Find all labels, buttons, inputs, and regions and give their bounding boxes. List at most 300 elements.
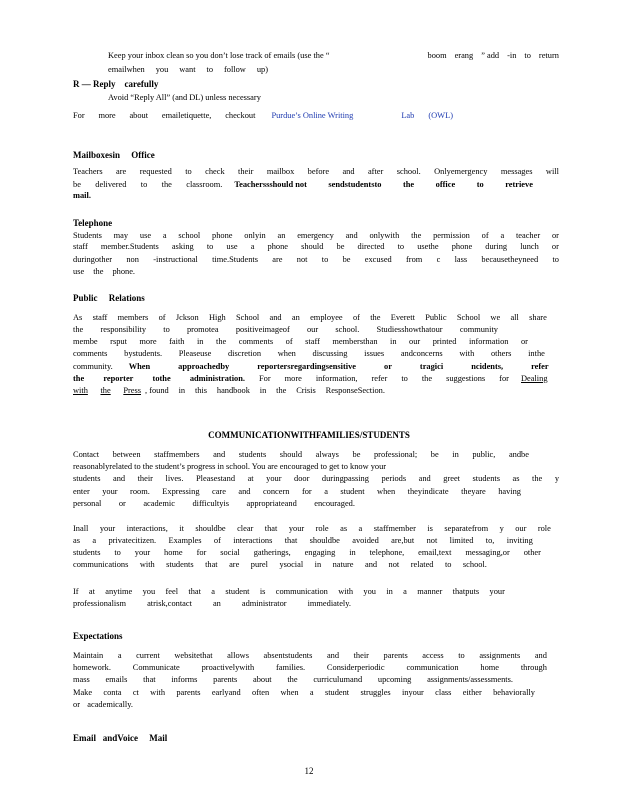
- word: theyindicate: [407, 487, 449, 496]
- comm-p2-line-3: [73, 548, 541, 558]
- word: students: [166, 560, 194, 569]
- word: membe: [73, 337, 98, 346]
- word: ncidents,: [471, 362, 504, 371]
- word: emails: [105, 675, 128, 684]
- word: to: [401, 374, 408, 383]
- word: a: [211, 587, 215, 596]
- word: , found: [145, 386, 169, 395]
- word: related: [410, 560, 434, 569]
- word: and: [534, 651, 547, 660]
- word: between: [112, 450, 141, 459]
- word: the: [287, 675, 298, 684]
- word: proactivelywith: [201, 663, 255, 672]
- communication-heading: COMMUNICATIONWITHFAMILIES/STUDENTS: [208, 430, 410, 440]
- expectations-heading: Expectations: [73, 631, 123, 641]
- word: communications: [73, 560, 129, 569]
- word: in: [349, 548, 356, 557]
- word: Examples: [168, 536, 202, 545]
- word: Teacherssshould not: [234, 180, 307, 189]
- word: the: [100, 386, 111, 395]
- word: ct: [132, 688, 139, 697]
- word: struggles: [360, 688, 391, 697]
- word: in: [196, 337, 204, 346]
- word: ResponseSection.: [325, 386, 385, 395]
- expectations-line-4: [73, 688, 535, 698]
- word: and: [342, 167, 355, 176]
- word: refer: [531, 362, 549, 371]
- word: a: [403, 587, 407, 596]
- word: websitethat: [174, 651, 213, 660]
- expectations-line-3: [73, 675, 513, 685]
- word: and: [418, 474, 431, 483]
- dealing-with-press-link-cont[interactable]: [73, 386, 141, 396]
- word: membersthan: [332, 337, 378, 346]
- word: more: [139, 337, 157, 346]
- word: through: [520, 663, 547, 672]
- word: approachedby: [178, 362, 230, 371]
- word: in: [390, 337, 397, 346]
- word: to: [444, 560, 452, 569]
- word: homework.: [73, 663, 111, 672]
- word: up): [256, 65, 268, 74]
- word: Jckson: [175, 313, 199, 322]
- word: mass: [73, 675, 90, 684]
- word: school: [178, 231, 201, 240]
- word: the: [411, 231, 422, 240]
- word: As: [73, 313, 83, 322]
- word: your: [489, 587, 505, 596]
- word: use: [226, 242, 238, 251]
- word: as: [340, 524, 348, 533]
- word: families.: [276, 663, 306, 672]
- word: room.: [130, 487, 150, 496]
- word: their: [353, 651, 369, 660]
- word: lives.: [165, 474, 184, 483]
- word: information,: [315, 374, 358, 383]
- word: If: [73, 587, 79, 596]
- word: atrisk,contact: [147, 599, 192, 608]
- word: tothe: [152, 374, 171, 383]
- word: communication: [275, 587, 328, 596]
- word: with: [459, 349, 475, 358]
- comm-p2-line-4: [73, 560, 487, 570]
- word: inviting: [506, 536, 533, 545]
- word: messages: [500, 167, 533, 176]
- word: Public: [425, 313, 447, 322]
- mailboxes-line-3: mail.: [73, 191, 91, 200]
- word: phone: [212, 231, 233, 240]
- word: refer: [371, 374, 388, 383]
- word: or: [73, 700, 80, 709]
- word: information: [468, 337, 509, 346]
- word: discussing: [312, 349, 348, 358]
- word: is: [259, 587, 266, 596]
- word: retrieve: [505, 180, 533, 189]
- word: assignments: [479, 651, 521, 660]
- word: when: [277, 349, 296, 358]
- word: students: [472, 474, 500, 483]
- word: Onlyemergency: [434, 167, 488, 176]
- word: as: [512, 474, 520, 483]
- word: the: [73, 325, 84, 334]
- word: and: [269, 313, 282, 322]
- word: positiveimageof: [235, 325, 290, 334]
- word: the: [276, 386, 287, 395]
- word: not: [296, 255, 308, 264]
- mailboxes-line-1: [73, 167, 559, 177]
- word: theyare: [461, 487, 486, 496]
- word: c: [436, 255, 441, 264]
- word: asking: [171, 242, 194, 251]
- word: printed: [432, 337, 457, 346]
- word: or: [551, 242, 559, 251]
- inbox-tip-line-1: Keep your inbox clean so you don’t lose track of emails (use the “ boom erang ” add -in to return: [108, 51, 559, 60]
- comm-p3-line-1: [73, 587, 505, 597]
- word: academically.: [87, 700, 133, 709]
- word: a: [117, 651, 122, 660]
- word: clear: [237, 524, 254, 533]
- comm-p2-line-2: [73, 536, 533, 546]
- word: y: [499, 524, 504, 533]
- word: our: [515, 524, 527, 533]
- word: faith: [169, 337, 185, 346]
- word: school.: [335, 325, 360, 334]
- reply-carefully-heading: R — Reply carefully: [73, 79, 159, 89]
- word: administrator: [241, 599, 287, 608]
- word: High: [208, 313, 226, 322]
- word: parents: [176, 688, 201, 697]
- word: nature: [332, 560, 354, 569]
- word: may: [113, 231, 129, 240]
- word: all: [510, 313, 519, 322]
- word: public,: [472, 450, 496, 459]
- pr-line-5: community. When approachedby reportersregardingsensitive or tragici ncidents, refer: [73, 362, 549, 371]
- word: role: [537, 524, 551, 533]
- word: to: [163, 325, 170, 334]
- mailboxes-heading: Mailboxesin Office: [73, 150, 155, 160]
- word: school.: [462, 560, 487, 569]
- word: or: [384, 362, 392, 371]
- mailboxes-line-2: [73, 180, 533, 190]
- word: personal: [73, 499, 102, 508]
- word: when: [377, 487, 396, 496]
- word: either: [462, 688, 482, 697]
- word: that: [205, 560, 218, 569]
- expectations-line-1: [73, 651, 547, 661]
- word: for: [196, 548, 207, 557]
- word: their: [238, 167, 254, 176]
- word: having: [498, 487, 521, 496]
- word: office: [435, 180, 456, 189]
- word: the: [73, 374, 85, 383]
- word: access: [422, 651, 444, 660]
- word: encouraged.: [314, 499, 355, 508]
- word: we: [490, 313, 501, 322]
- word: you: [142, 587, 156, 596]
- word: tragici: [419, 362, 444, 371]
- word: our: [306, 325, 319, 334]
- word: informs: [171, 675, 198, 684]
- word: emailwhen: [108, 65, 145, 74]
- word: For: [73, 111, 85, 120]
- word: be: [342, 255, 351, 264]
- reply-all-tip: Avoid “Reply All” (and DL) unless necessary: [108, 93, 261, 102]
- word: that: [188, 587, 201, 596]
- word: other: [523, 548, 541, 557]
- word: shouldbe: [195, 524, 226, 533]
- word: engaging: [304, 548, 336, 557]
- word: greet: [443, 474, 461, 483]
- word: concern: [262, 487, 290, 496]
- pr-line-3: [73, 337, 528, 347]
- word: your: [266, 474, 282, 483]
- word: interactions,: [126, 524, 168, 533]
- pr-line-1: [73, 313, 547, 323]
- email-voice-mail-heading: Email andVoice Mail: [73, 733, 168, 743]
- word: will: [545, 167, 559, 176]
- word: suggestions: [446, 374, 486, 383]
- word: of: [213, 536, 221, 545]
- word: Pleaseuse: [178, 349, 212, 358]
- word: a: [358, 524, 363, 533]
- word: check: [205, 167, 225, 176]
- word: inyour: [401, 688, 424, 697]
- word: immediately.: [307, 599, 351, 608]
- word: that: [284, 536, 298, 545]
- word: door: [294, 474, 310, 483]
- word: inthe: [528, 349, 545, 358]
- word: assignments/assessments.: [427, 675, 513, 684]
- expectations-line-5: [73, 700, 133, 710]
- word: to: [321, 255, 329, 264]
- lab-link[interactable]: Lab: [401, 111, 415, 120]
- word: and: [326, 651, 340, 660]
- word: are: [229, 560, 240, 569]
- word: communication: [406, 663, 459, 672]
- word: from: [406, 255, 423, 264]
- telephone-line-1: [73, 231, 559, 241]
- word: the: [421, 374, 433, 383]
- owl-link[interactable]: (OWL): [428, 111, 453, 120]
- word: enter: [73, 487, 90, 496]
- word: andbe: [508, 450, 529, 459]
- word: Students: [73, 231, 102, 240]
- word: a: [324, 487, 328, 496]
- word: students: [238, 450, 267, 459]
- word: handbook: [216, 386, 250, 395]
- word: staff: [305, 337, 320, 346]
- word: during: [485, 242, 508, 251]
- word: with: [338, 587, 354, 596]
- word: excused: [364, 255, 392, 264]
- word: a: [92, 536, 97, 545]
- word: be: [336, 242, 345, 251]
- telephone-line-2: [73, 242, 559, 252]
- word: requested: [139, 167, 172, 176]
- word: a: [250, 242, 255, 251]
- word: to: [476, 180, 484, 189]
- word: of: [158, 313, 166, 322]
- word: shouldbe: [309, 536, 340, 545]
- word: School: [235, 313, 260, 322]
- word: staffmember: [373, 524, 416, 533]
- word: email,text: [418, 548, 452, 557]
- telephone-heading: Telephone: [73, 218, 113, 228]
- word: duringpassing: [321, 474, 369, 483]
- word: reportersregardingsensitive: [257, 362, 356, 371]
- word: delivered: [95, 180, 127, 189]
- word: privatecitizen.: [108, 536, 157, 545]
- word: thatputs: [452, 587, 480, 596]
- word: to: [114, 548, 121, 557]
- word: be: [73, 180, 81, 189]
- word: periods: [381, 474, 407, 483]
- dealing-with-press-link[interactable]: Dealing: [521, 374, 548, 383]
- comm-p1-line-3: [73, 474, 559, 484]
- word: this: [194, 386, 208, 395]
- word: of: [352, 313, 360, 322]
- word: emailetiquette,: [161, 111, 212, 120]
- word: for: [499, 374, 509, 383]
- word: lunch: [520, 242, 539, 251]
- word: member.Students: [100, 242, 159, 251]
- word: sendstudentsto: [328, 180, 382, 189]
- word: Studiesshowthatour: [376, 325, 443, 334]
- word: to: [185, 167, 192, 176]
- word: limited: [449, 536, 474, 545]
- word: at: [88, 587, 95, 596]
- word: phone.: [112, 267, 135, 276]
- word: about: [253, 675, 272, 684]
- word: that: [143, 675, 156, 684]
- word: role: [315, 524, 329, 533]
- word: staff: [92, 313, 108, 322]
- word: members: [117, 313, 149, 322]
- word: your: [288, 524, 305, 533]
- word: duringother: [73, 255, 113, 264]
- word: often: [251, 688, 270, 697]
- word: administration.: [189, 374, 245, 383]
- word: to: [458, 651, 465, 660]
- word: staff: [73, 242, 88, 251]
- etiquette-more-words: [73, 111, 255, 121]
- word: bystudents.: [124, 349, 163, 358]
- expectations-line-2: [73, 663, 547, 673]
- word: checkout: [225, 111, 256, 120]
- word: student: [340, 487, 365, 496]
- word: in: [452, 450, 459, 459]
- word: and: [213, 450, 226, 459]
- word: phone: [451, 242, 473, 251]
- telephone-line-4: [73, 267, 135, 277]
- word: non: [126, 255, 139, 264]
- word: should: [301, 242, 324, 251]
- word: current: [136, 651, 160, 660]
- word: is: [427, 524, 433, 533]
- word: be: [352, 450, 361, 459]
- word: the: [402, 180, 415, 189]
- word: and: [364, 560, 378, 569]
- word: others: [490, 349, 512, 358]
- word: students: [73, 548, 101, 557]
- word: Expressing: [162, 487, 200, 496]
- word: -instructional: [153, 255, 198, 264]
- word: not: [388, 560, 400, 569]
- word: class: [435, 688, 452, 697]
- word: lass: [454, 255, 468, 264]
- word: your: [134, 548, 151, 557]
- pr-line-6: [73, 374, 559, 384]
- word: your: [102, 487, 118, 496]
- word: onlywith: [369, 231, 400, 240]
- word: an: [212, 599, 221, 608]
- word: School: [456, 313, 481, 322]
- word: difficultyis: [192, 499, 230, 508]
- word: at: [247, 474, 254, 483]
- word: a: [500, 231, 505, 240]
- word: after: [367, 167, 384, 176]
- word: earlyand: [211, 688, 241, 697]
- word: reporter: [103, 374, 134, 383]
- word: professional;: [373, 450, 418, 459]
- word: manner: [417, 587, 443, 596]
- word: and: [345, 231, 358, 240]
- pr-line-2: [73, 325, 498, 335]
- word: are: [116, 167, 127, 176]
- word: y: [554, 474, 559, 483]
- word: comments: [73, 349, 108, 358]
- page-number: 12: [304, 766, 314, 776]
- word: Contact: [73, 450, 100, 459]
- etiquette-more-line: [73, 111, 453, 121]
- word: or: [118, 499, 126, 508]
- word: time.Students: [212, 255, 258, 264]
- word: anytime: [105, 587, 133, 596]
- word: classroom.: [186, 180, 223, 189]
- word: responsibility: [100, 325, 147, 334]
- word: you: [155, 65, 169, 74]
- word: their: [137, 474, 153, 483]
- word: the: [370, 313, 381, 322]
- word: before: [307, 167, 330, 176]
- comm-p1-line-1: [73, 450, 529, 460]
- word: students: [73, 474, 101, 483]
- word: onlyin: [244, 231, 266, 240]
- word: a: [162, 231, 167, 240]
- inbox-tip-line-2: [108, 65, 268, 75]
- word: an: [291, 313, 300, 322]
- word: staffmembers: [154, 450, 200, 459]
- word: in: [314, 560, 322, 569]
- word: want: [179, 65, 196, 74]
- telephone-line-3: [73, 255, 559, 265]
- word: a: [309, 688, 314, 697]
- word: with: [150, 688, 166, 697]
- word: Press: [123, 386, 141, 395]
- word: student: [225, 587, 250, 596]
- word: appropriateand: [246, 499, 297, 508]
- word: follow: [223, 65, 246, 74]
- word: andconcerns: [400, 349, 443, 358]
- comm-p1-line-5: [73, 499, 355, 509]
- word: more: [284, 374, 302, 383]
- word: not: [426, 536, 438, 545]
- word: Make: [73, 688, 93, 697]
- word: it: [179, 524, 184, 533]
- purdue-owl-link[interactable]: Purdue’s Online Writing: [271, 111, 354, 120]
- word: to,: [485, 536, 495, 545]
- word: use: [73, 267, 85, 276]
